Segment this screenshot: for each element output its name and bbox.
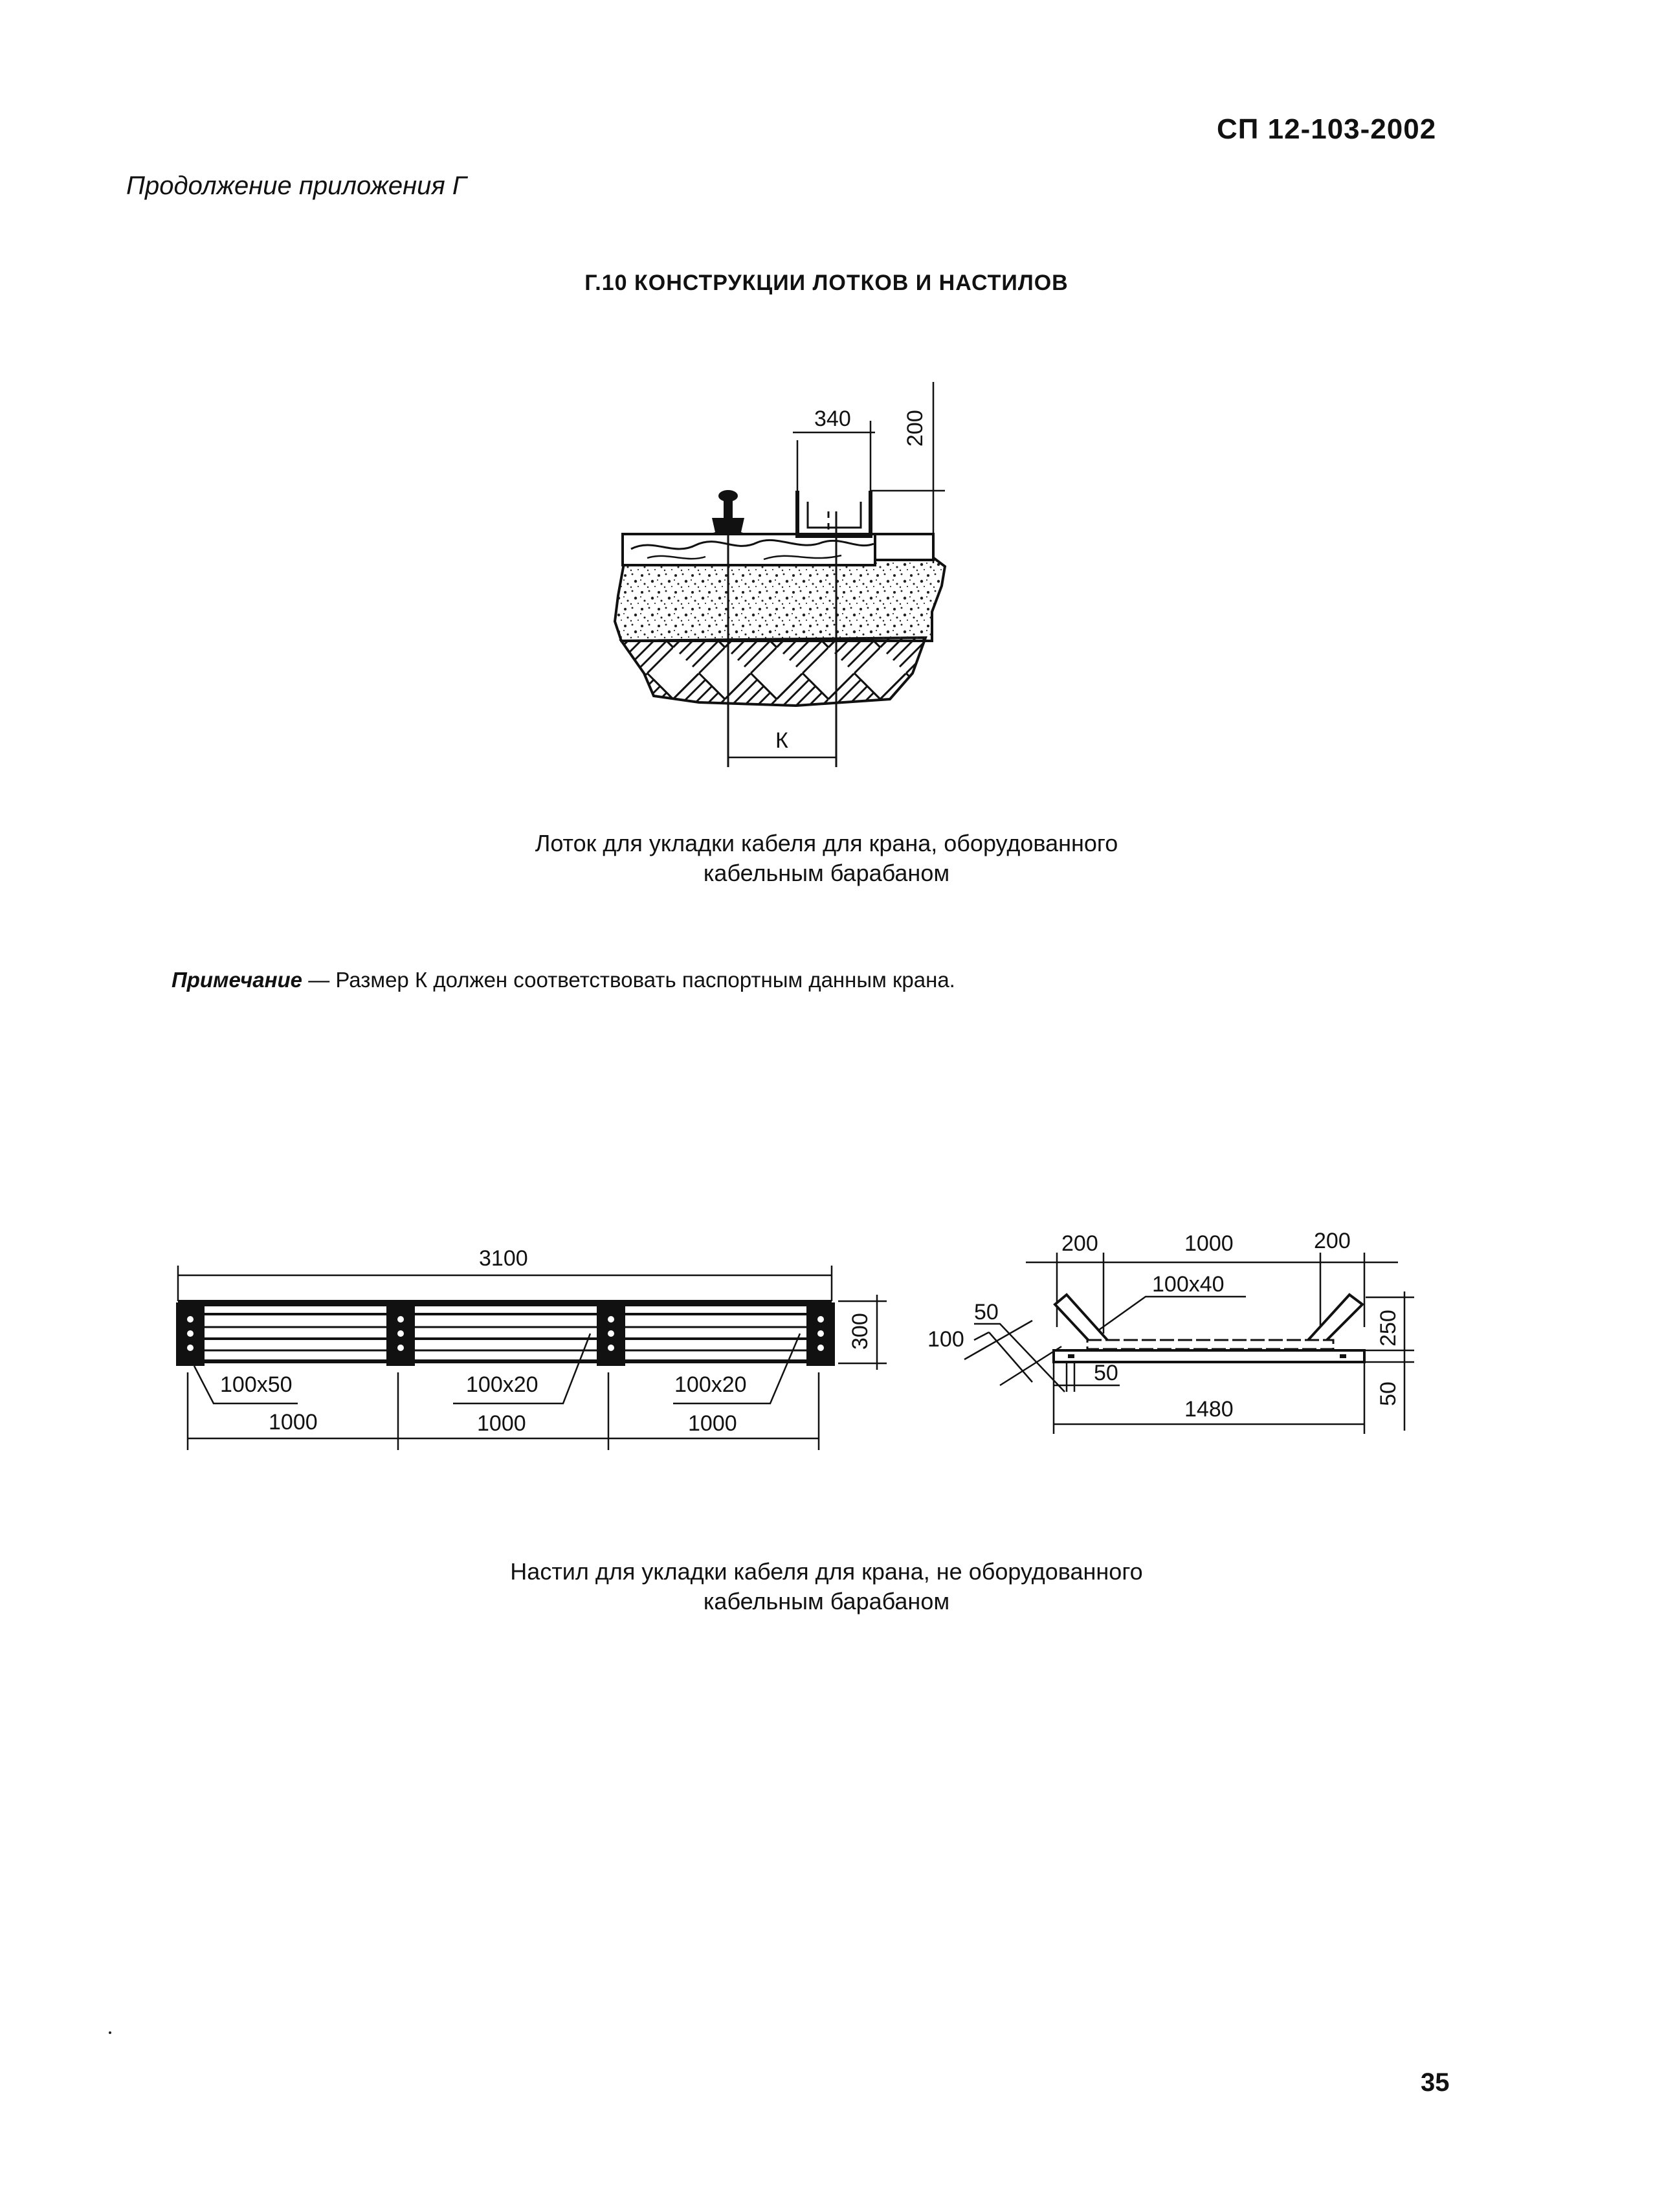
dim-left-200: 200 xyxy=(1061,1231,1098,1256)
dim-span-2: 1000 xyxy=(477,1411,526,1436)
dim-middle-1000: 1000 xyxy=(1184,1231,1234,1256)
figure1-caption-line2: кабельным барабаном xyxy=(703,860,950,886)
deck-boards xyxy=(1087,1340,1333,1349)
note-label: Примечание xyxy=(172,968,303,992)
dim-right-200: 200 xyxy=(1314,1229,1351,1253)
appendix-continuation: Продолжение приложения Г xyxy=(126,172,467,200)
scan-speck xyxy=(109,2031,111,2034)
label-board-100x40: 100x40 xyxy=(1152,1272,1225,1297)
dim-total-length: 3100 xyxy=(479,1246,528,1271)
dim-k: К xyxy=(775,728,788,753)
dim-side-100: 100 xyxy=(927,1327,964,1352)
dim-span-3: 1000 xyxy=(688,1411,737,1436)
figure1-caption-line1: Лоток для укладки кабеля для крана, оборудованного xyxy=(535,830,1118,856)
dim-span-1: 1000 xyxy=(269,1410,318,1435)
label-board-100x20-b: 100x20 xyxy=(674,1372,747,1397)
figure2-caption-line2: кабельным барабаном xyxy=(703,1588,950,1614)
note-text: — Размер К должен соответствовать паспортным данным крана. xyxy=(302,968,955,992)
dim-trough-height: 200 xyxy=(903,410,927,447)
figure2-caption xyxy=(0,1557,1653,1616)
dim-height-50: 50 xyxy=(1376,1381,1401,1406)
dim-side-50: 50 xyxy=(974,1300,999,1324)
dim-trough-width: 340 xyxy=(814,407,851,431)
dim-height-250: 250 xyxy=(1376,1310,1401,1346)
label-board-100x50: 100x50 xyxy=(220,1372,293,1397)
document-code: СП 12-103-2002 xyxy=(1217,113,1437,145)
dim-bottom-50: 50 xyxy=(1094,1361,1118,1385)
label-board-100x20-a: 100x20 xyxy=(466,1372,538,1397)
section-title: Г.10 КОНСТРУКЦИИ ЛОТКОВ И НАСТИЛОВ xyxy=(584,271,1069,295)
dim-plan-height: 300 xyxy=(848,1313,872,1350)
figure2-caption-line1: Настил для укладки кабеля для крана, не оборудованного xyxy=(510,1558,1143,1585)
page-number: 35 xyxy=(1421,2068,1450,2097)
dim-base-1480: 1480 xyxy=(1184,1397,1234,1422)
